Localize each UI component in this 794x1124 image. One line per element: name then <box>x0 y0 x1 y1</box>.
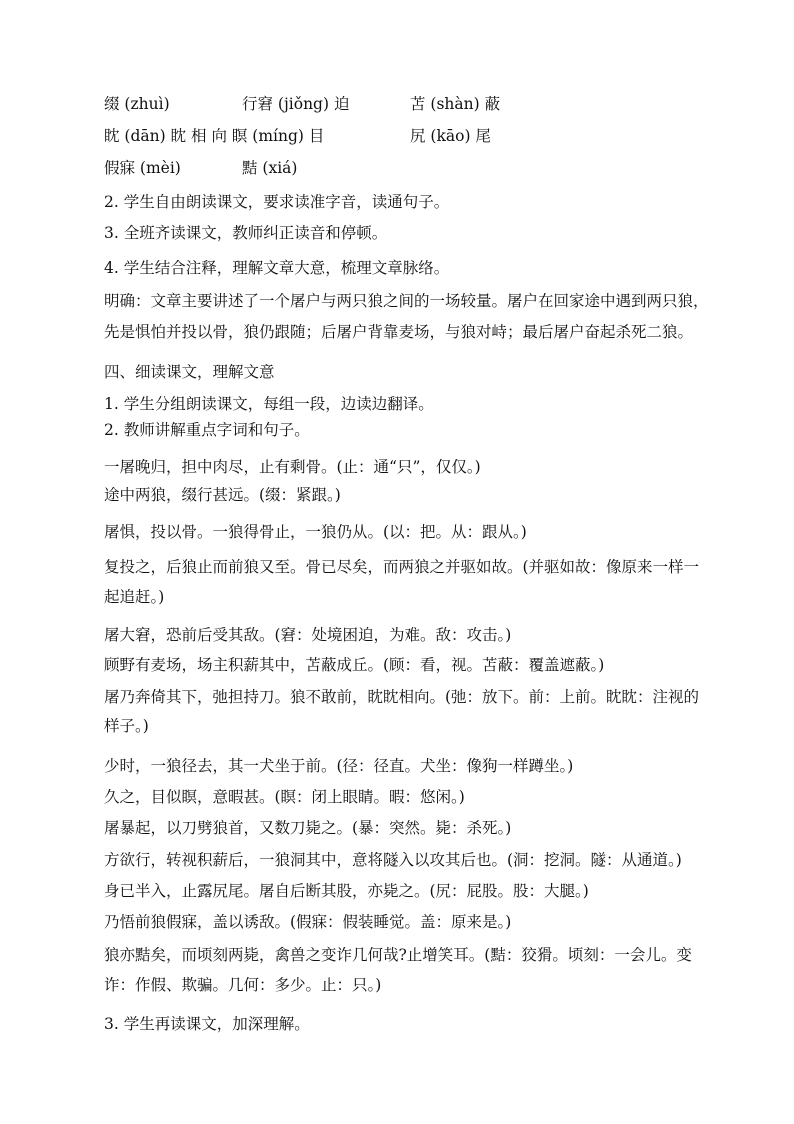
annotated-sentence: 方欲行，转视积薪后，一狼洞其中，意将隧入以攻其后也。(洞：挖洞。隧：从通道。) <box>104 851 682 869</box>
annotated-sentence: 屠惧，投以骨。一狼得骨止，一狼仍从。(以：把。从：跟从。) <box>104 523 527 541</box>
annotated-sentence: 诈：作假、欺骗。几何：多少。止：只。) <box>104 976 382 994</box>
annotated-sentence: 屠大窘，恐前后受其敌。(窘：处境困迫，为难。敌：攻击。) <box>104 626 512 644</box>
annotated-sentence: 狼亦黠矣，而顷刻两毙，禽兽之变诈几何哉?止增笑耳。(黠：狡猾。顷刻：一会儿。变 <box>104 946 692 964</box>
vocab-item: 尻 (kāo) 尾 <box>410 127 491 145</box>
clarify-paragraph-line: 先是惧怕并投以骨，狼仍跟随；后屠户背靠麦场，与狼对峙；最后屠户奋起杀死二狼。 <box>104 323 694 341</box>
annotated-sentence: 样子。) <box>104 717 149 735</box>
annotated-sentence: 顾野有麦场，场主积薪其中，苫蔽成丘。(顾：看，视。苫蔽：覆盖遮蔽。) <box>104 656 605 674</box>
vocab-item: 眈 (dān) 眈 相 向 瞑 (míng) 目 <box>104 127 325 145</box>
annotated-sentence: 久之，目似瞑，意暇甚。(瞑：闭上眼睛。暇：悠闲。) <box>104 788 465 806</box>
annotated-sentence: 起追赶。) <box>104 588 165 606</box>
step-item: 3. 学生再读课文，加深理解。 <box>104 1015 310 1033</box>
annotated-sentence: 少时，一狼径去，其一犬坐于前。(径：径直。犬坐：像狗一样蹲坐。) <box>104 757 574 775</box>
vocab-item: 黠 (xiá) <box>242 159 298 177</box>
vocab-item: 缀 (zhuì) <box>104 95 170 113</box>
step-item: 1. 学生分组朗读课文，每组一段，边读边翻译。 <box>104 395 434 413</box>
annotated-sentence: 身已半入，止露尻尾。屠自后断其股，亦毙之。(尻：屁股。股：大腿。) <box>104 882 589 900</box>
annotated-sentence: 屠暴起，以刀劈狼首，又数刀毙之。(暴：突然。毙：杀死。) <box>104 819 512 837</box>
step-item: 4. 学生结合注释，理解文章大意，梳理文章脉络。 <box>104 259 450 277</box>
vocab-item: 苫 (shàn) 蔽 <box>410 95 501 113</box>
step-item: 2. 教师讲解重点字词和句子。 <box>104 421 310 439</box>
step-item: 2. 学生自由朗读课文，要求读准字音，读通句子。 <box>104 193 450 211</box>
vocab-item: 行窘 (jiǒng) 迫 <box>242 95 350 113</box>
annotated-sentence: 一屠晚归，担中肉尽，止有剩骨。(止：通“只”，仅仅。) <box>104 458 481 476</box>
annotated-sentence: 乃悟前狼假寐，盖以诱敌。(假寐：假装睡觉。盖：原来是。) <box>104 913 512 931</box>
annotated-sentence: 屠乃奔倚其下，弛担持刀。狼不敢前，眈眈相向。(弛：放下。前：上前。眈眈：注视的 <box>104 688 700 706</box>
step-item: 3. 全班齐读课文，教师纠正读音和停顿。 <box>104 224 388 242</box>
section-heading: 四、细读课文，理解文意 <box>104 363 275 381</box>
vocab-item: 假寐 (mèi) <box>104 159 181 177</box>
annotated-sentence: 复投之，后狼止而前狼又至。骨已尽矣，而两狼之并驱如故。(并驱如故：像原来一样一 <box>104 558 700 576</box>
clarify-paragraph-line: 明确：文章主要讲述了一个屠户与两只狼之间的一场较量。屠户在回家途中遇到两只狼， <box>104 292 709 310</box>
annotated-sentence: 途中两狼，缀行甚远。(缀：紧跟。) <box>104 486 341 504</box>
